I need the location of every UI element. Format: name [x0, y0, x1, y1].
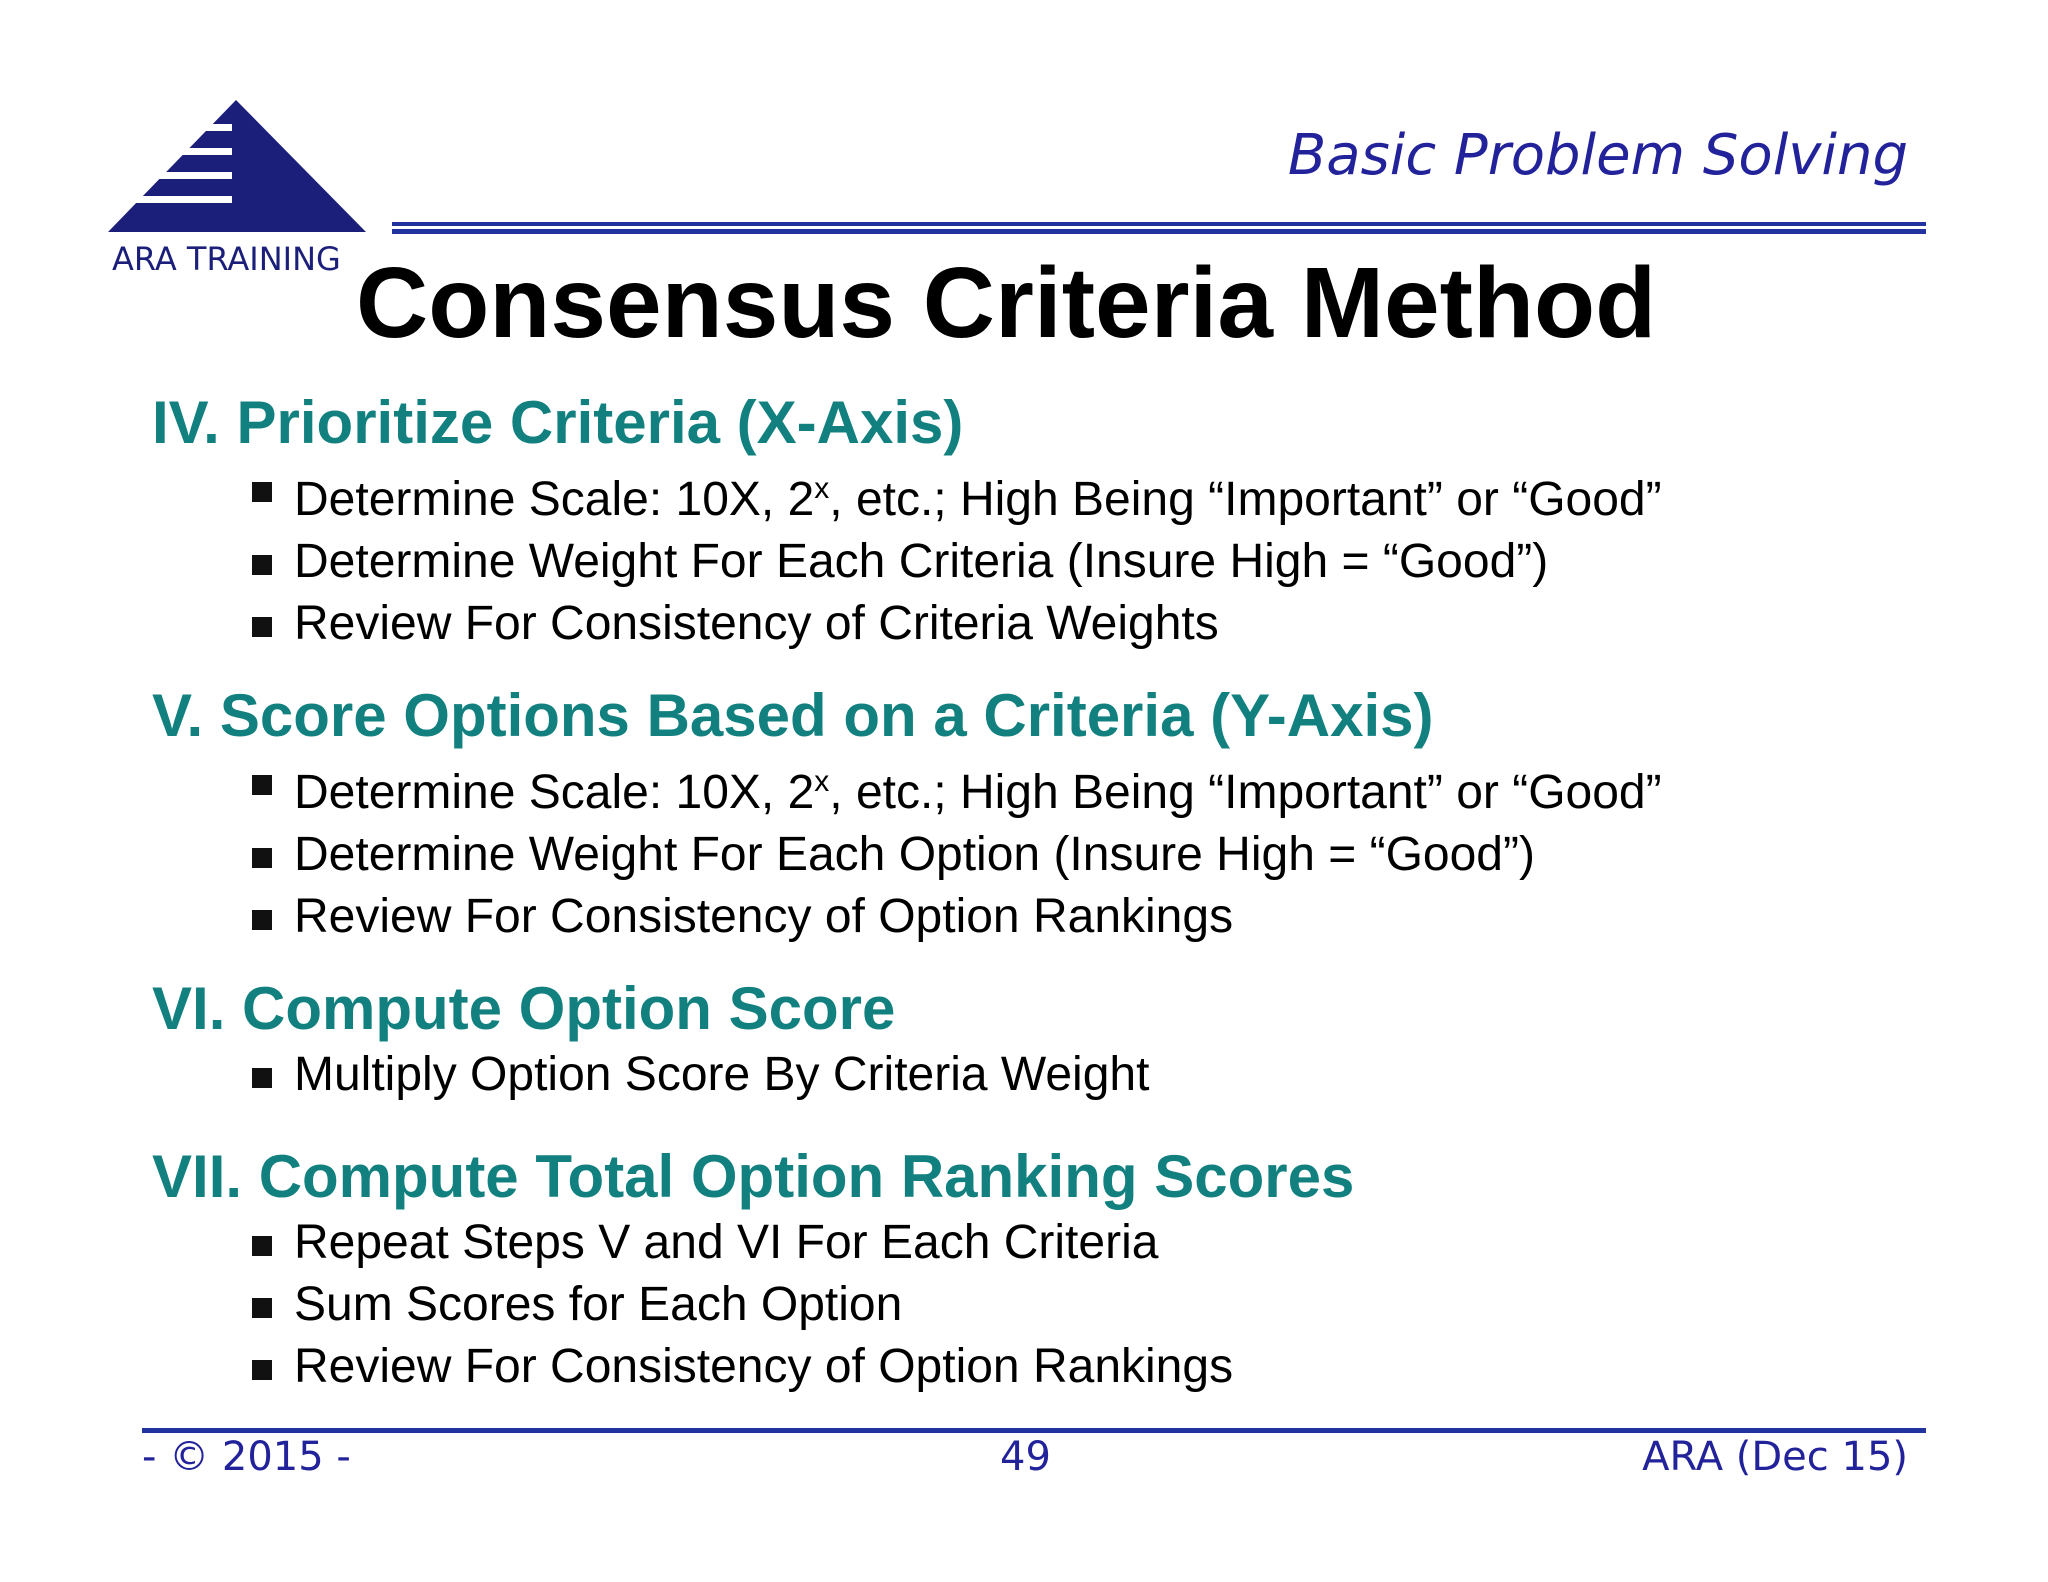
- section-heading: VI. Compute Option Score: [152, 975, 896, 1042]
- bullet-item: [152, 1274, 1354, 1336]
- square-bullet-icon: [252, 482, 272, 502]
- square-bullet-icon: [252, 1236, 272, 1256]
- bullet-item: [152, 1336, 1354, 1398]
- section-heading: IV. Prioritize Criteria (X-Axis): [152, 389, 964, 456]
- square-bullet-icon: [252, 1360, 272, 1380]
- bullet-list: [152, 458, 1662, 655]
- square-bullet-icon: [252, 1298, 272, 1318]
- bullet-item: [152, 886, 1662, 948]
- bullet-item: [152, 531, 1662, 593]
- bullet-text: Sum Scores for Each Option: [294, 1278, 903, 1331]
- header-title: Basic Problem Solving: [1287, 123, 1908, 188]
- section: [152, 1142, 1354, 1398]
- footer-divider: [142, 1428, 1926, 1433]
- square-bullet-icon: [252, 910, 272, 930]
- bullet-list: [152, 1044, 1149, 1106]
- ara-training-logo: [108, 100, 370, 282]
- bullet-text: Determine Scale: 10X, 2: [294, 766, 815, 819]
- logo-text: ARA TRAINING: [112, 240, 341, 278]
- bullet-superscript: x: [814, 765, 830, 798]
- header-divider-second: [392, 229, 1926, 234]
- bullet-text: Determine Scale: 10X, 2: [294, 473, 815, 526]
- bullet-text: Review For Consistency of Option Rankings: [294, 890, 1234, 943]
- footer-edition: ARA (Dec 15): [1642, 1434, 1908, 1480]
- bullet-item: [152, 751, 1662, 824]
- bullet-item: [152, 1044, 1149, 1106]
- bullet-item: [152, 824, 1662, 886]
- section-heading: VII. Compute Total Option Ranking Scores: [152, 1143, 1355, 1210]
- bullet-text: Review For Consistency of Option Rankings: [294, 1340, 1234, 1393]
- section-heading: V. Score Options Based on a Criteria (Y-Axis): [152, 682, 1434, 749]
- header-divider: [392, 222, 1926, 226]
- bullet-text: Repeat Steps V and VI For Each Criteria: [294, 1216, 1159, 1269]
- bullet-item: [152, 593, 1662, 655]
- footer-copyright: - © 2015 -: [142, 1434, 351, 1480]
- square-bullet-icon: [252, 775, 272, 795]
- bullet-item: [152, 458, 1662, 531]
- bullet-text: Determine Weight For Each Criteria (Insure High = “Good”): [294, 535, 1549, 588]
- bullet-text: Review For Consistency of Criteria Weights: [294, 597, 1219, 650]
- section: [152, 388, 1662, 655]
- bullet-text: Determine Weight For Each Option (Insure High = “Good”): [294, 828, 1535, 881]
- square-bullet-icon: [252, 555, 272, 575]
- slide-title: Consensus Criteria Method: [356, 247, 1657, 359]
- square-bullet-icon: [252, 617, 272, 637]
- bullet-text-continued: , etc.; High Being “Important” or “Good”: [829, 766, 1662, 819]
- square-bullet-icon: [252, 848, 272, 868]
- section: [152, 974, 1149, 1106]
- bullet-superscript: x: [814, 472, 830, 505]
- section: [152, 681, 1662, 948]
- bullet-list: [152, 751, 1662, 948]
- page-number: 49: [1000, 1434, 1051, 1480]
- bullet-text: Multiply Option Score By Criteria Weight: [294, 1048, 1150, 1101]
- pyramid-logo-icon: [108, 100, 370, 234]
- bullet-list: [152, 1212, 1354, 1398]
- bullet-item: [152, 1212, 1354, 1274]
- bullet-text-continued: , etc.; High Being “Important” or “Good”: [829, 473, 1662, 526]
- square-bullet-icon: [252, 1068, 272, 1088]
